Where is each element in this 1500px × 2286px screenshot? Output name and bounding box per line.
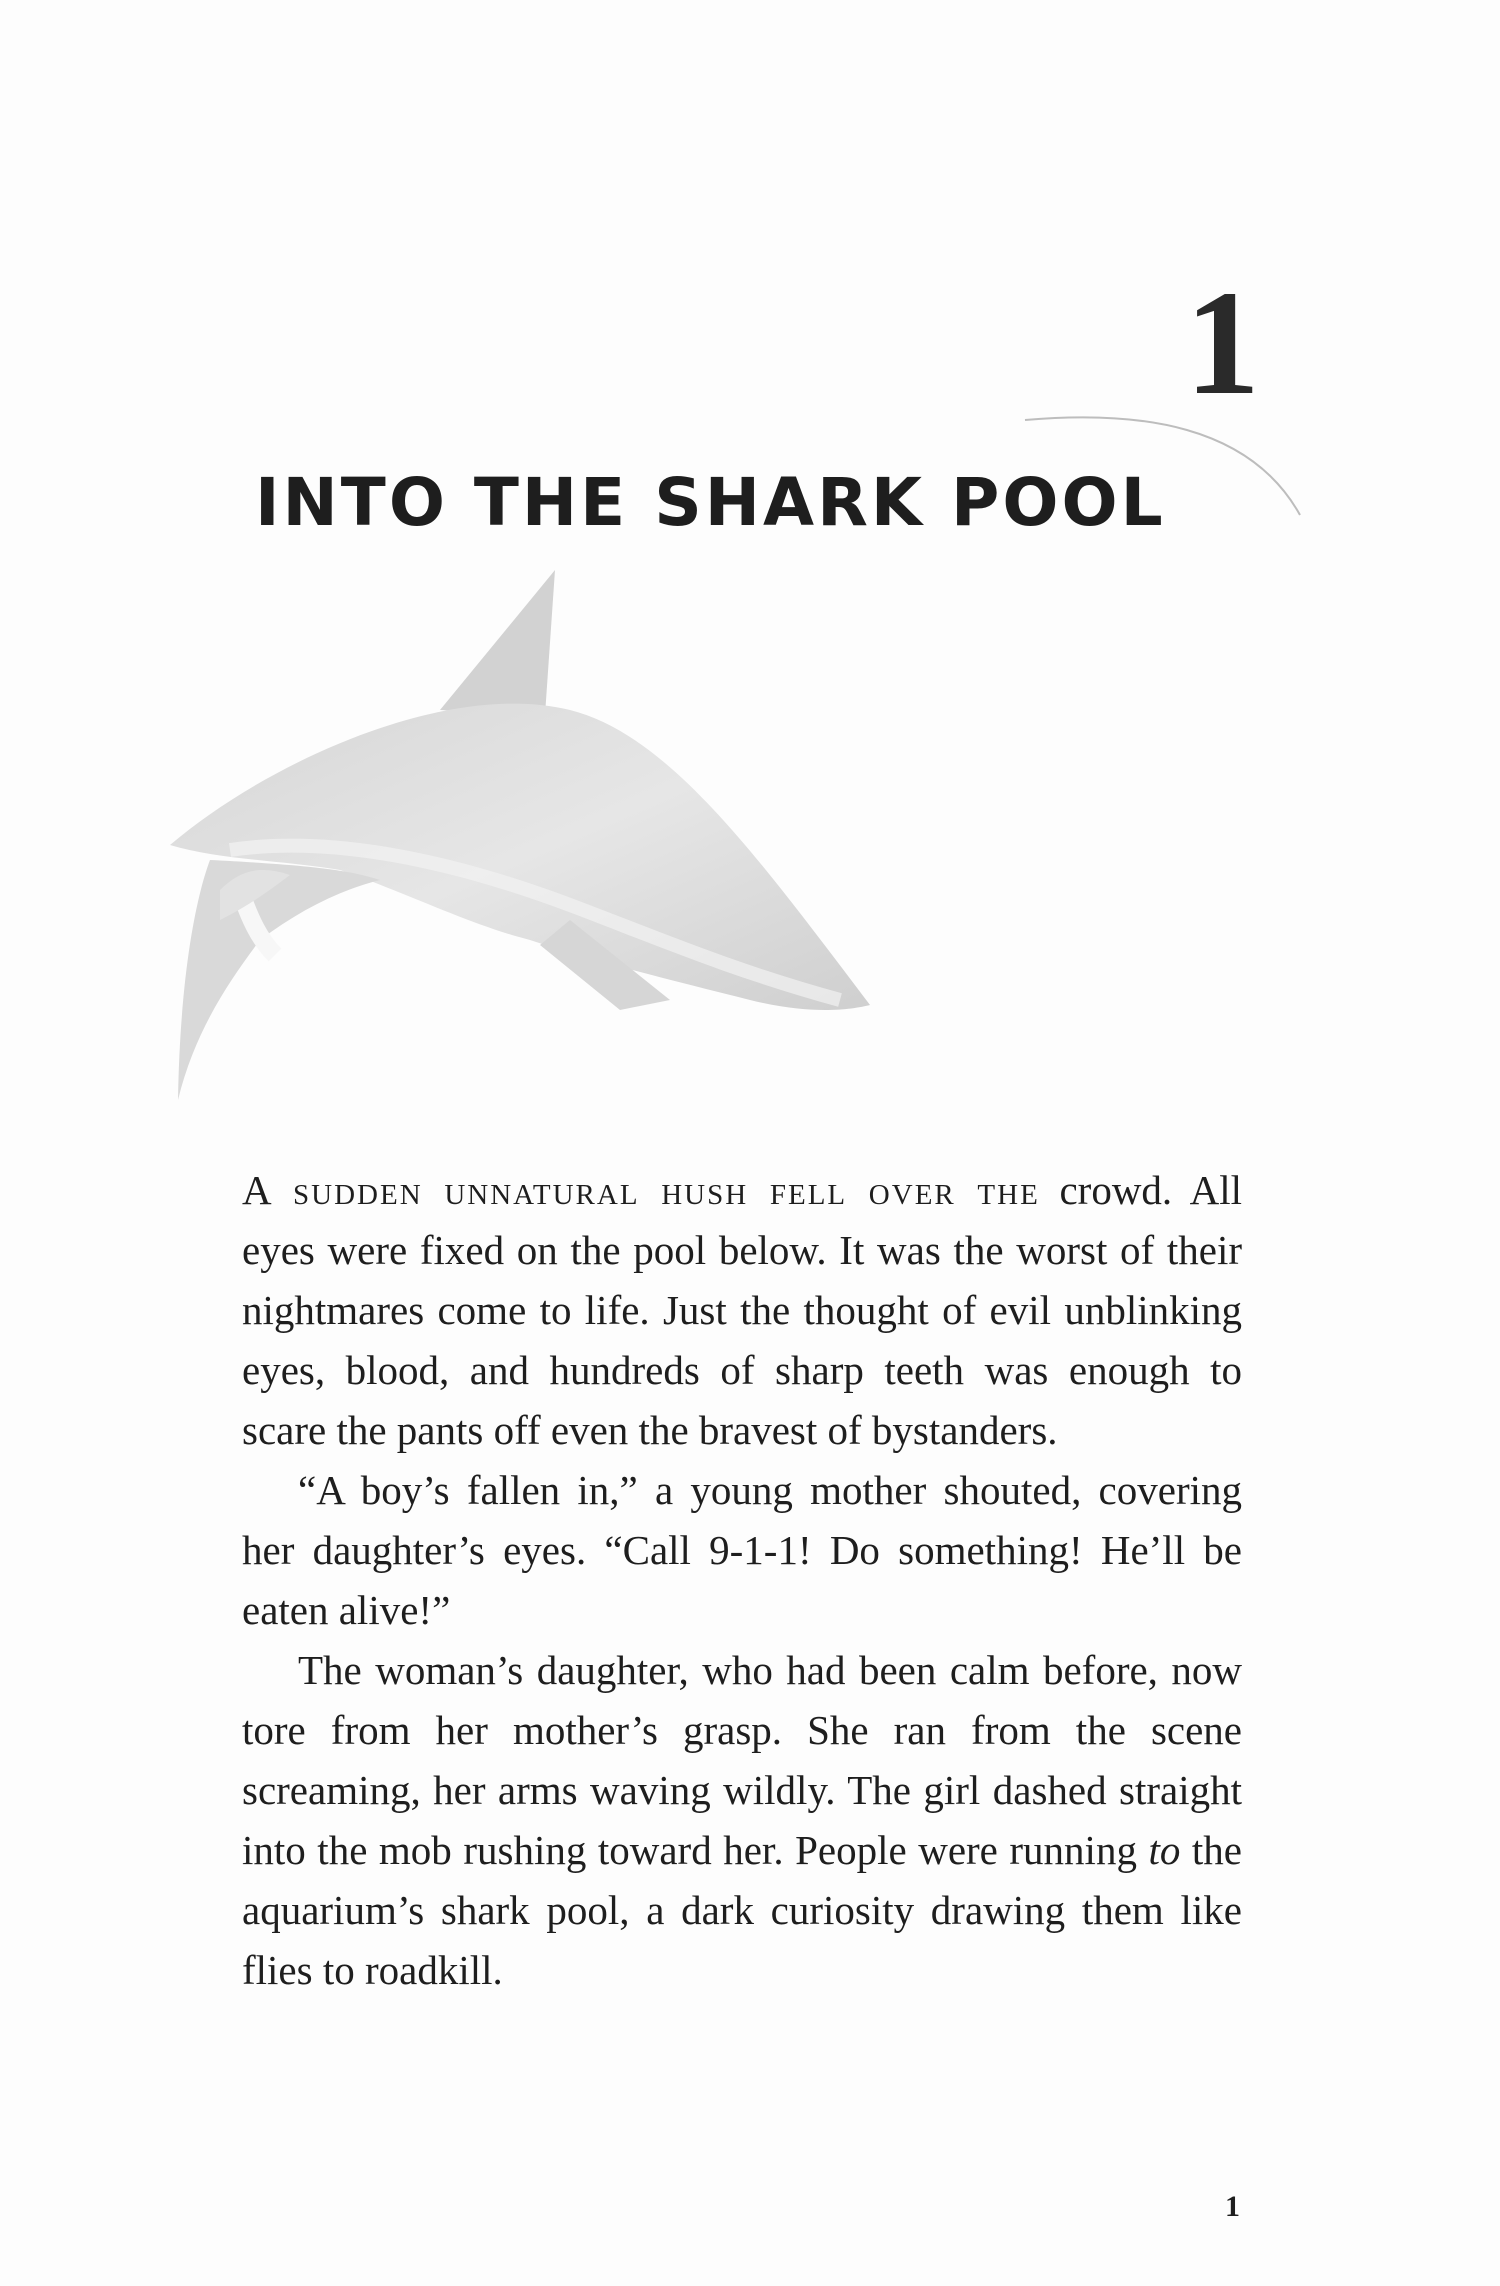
paragraph: “A boy’s fallen in,” a young mother shouted, covering her daughter’s eyes. “Call 9-1-1! Do something! He’ll be eaten alive!” bbox=[242, 1467, 1242, 1633]
opening-small-caps: A sudden unnatural hush fell over the bbox=[242, 1167, 1040, 1213]
shark-illustration bbox=[150, 560, 950, 1120]
paragraph-text: the aquarium’s shark pool, a dark curiosity drawing them like flies to roadkill. bbox=[242, 1827, 1242, 1993]
shark-body bbox=[170, 704, 870, 1010]
paragraph bbox=[242, 1160, 1242, 1460]
shark-dorsal-fin bbox=[440, 570, 555, 715]
emphasized-word: to bbox=[1148, 1827, 1181, 1873]
paragraph-text: The woman’s daughter, who had been calm before, now tore from her mother’s grasp. She ran from the scene screaming, her arms waving wildly. The girl dashed straight into the mob rushing toward her. People were running bbox=[242, 1647, 1242, 1873]
shark-tail bbox=[178, 860, 380, 1100]
paragraph bbox=[242, 1640, 1242, 2000]
paragraph-text: crowd. All eyes were fixed on the pool below. It was the worst of their nightmares come to life. Just the thought of evil unblinking eyes, blood, and hundreds of sharp teeth was enough to scare the pants off even the bravest of bystanders. bbox=[242, 1167, 1242, 1453]
page-number: 1 bbox=[1225, 2190, 1240, 2223]
chapter-title: INTO THE SHARK POOL bbox=[255, 464, 1166, 541]
chapter-body bbox=[242, 1160, 1242, 2000]
chapter-number: 1 bbox=[1185, 260, 1260, 426]
